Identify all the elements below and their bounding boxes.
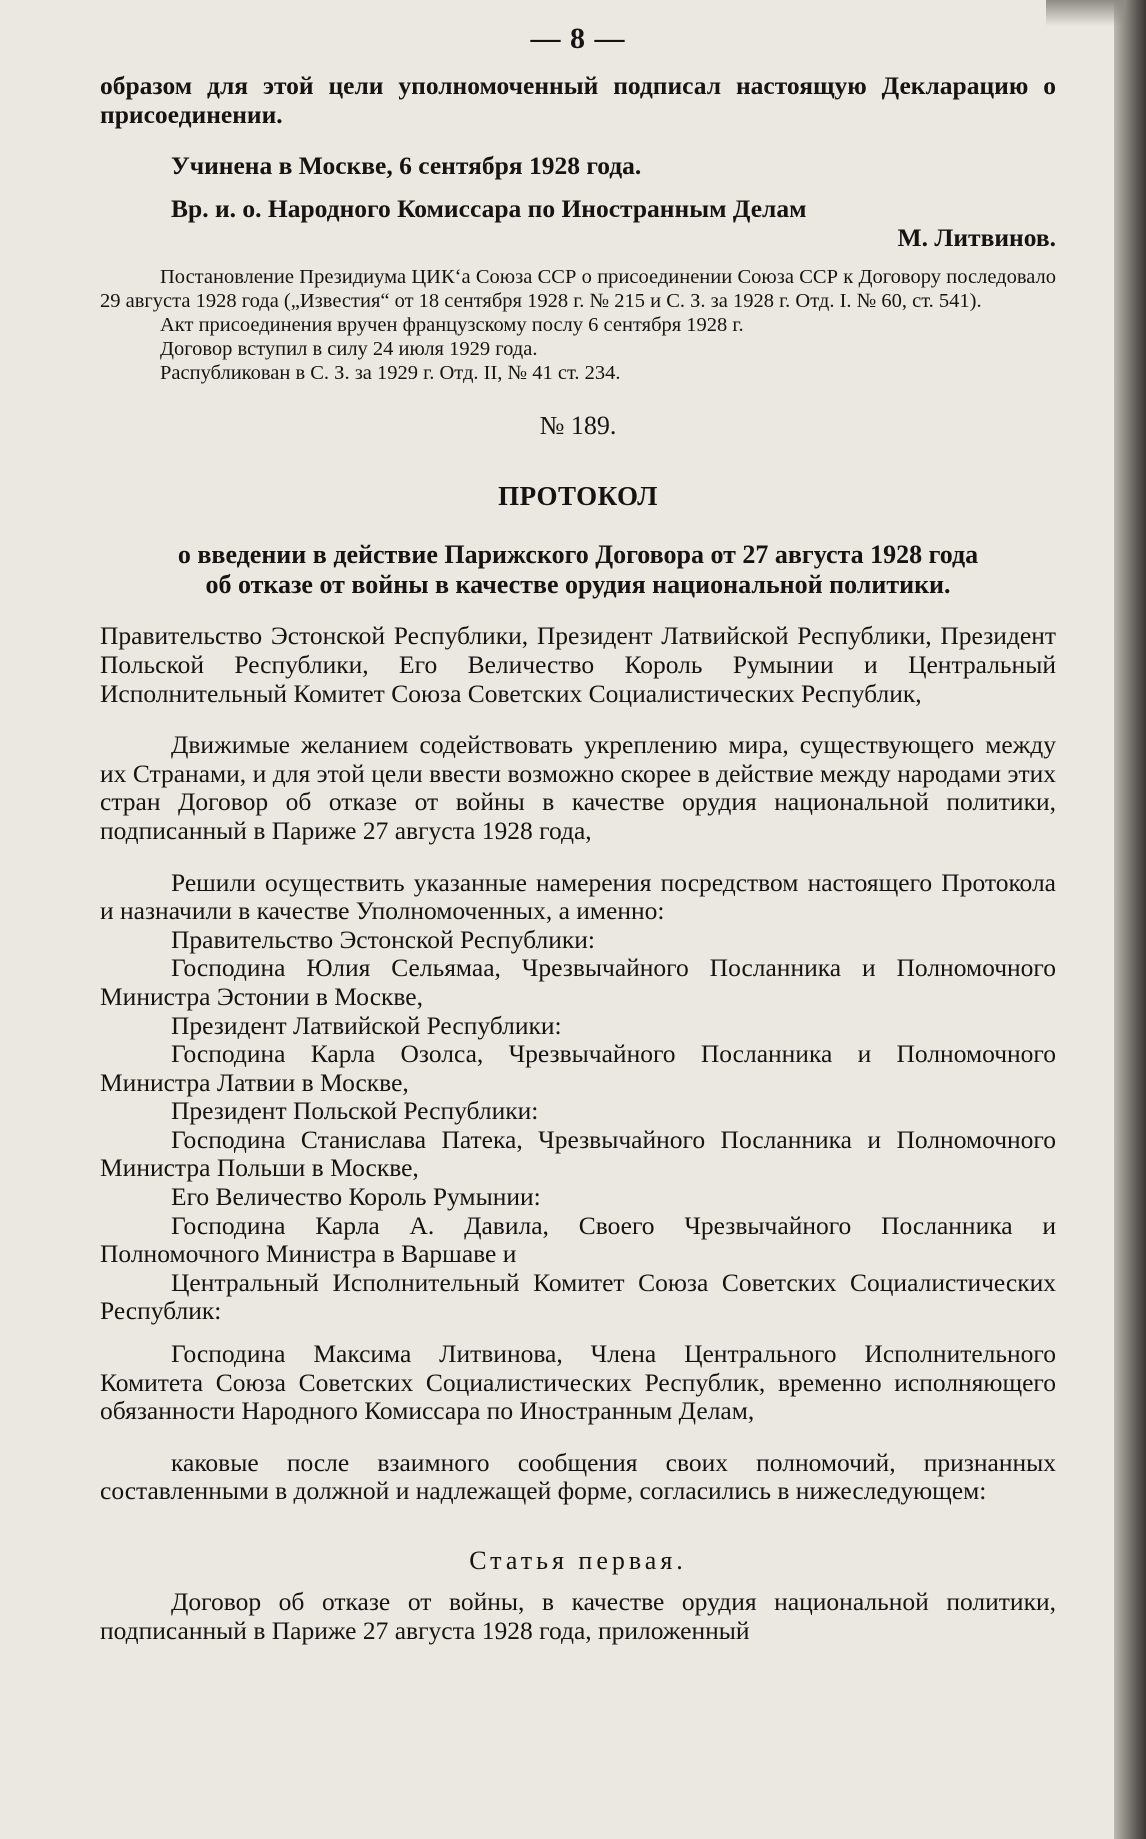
document-subtitle-line1: о введении в действие Парижского Договора от 27 августа 1928 года xyxy=(177,540,979,570)
note-in-force: Договор вступил в силу 24 июля 1929 года. xyxy=(160,338,538,361)
document-title: ПРОТОКОЛ xyxy=(498,481,658,512)
party-ussr: Центральный Исполнительный Комитет Союза Советских Социалистических Республик: xyxy=(100,1267,1056,1326)
place-date: Учинена в Москве, 6 сентября 1928 года. xyxy=(171,151,642,181)
note-published: Распубликован в С. З. за 1929 г. Отд. II, № 41 ст. 234. xyxy=(160,362,621,385)
publication-notes xyxy=(100,265,1056,385)
party-romania: Его Величество Король Румынии: xyxy=(171,1182,541,1212)
intro-paragraph: образом для этой цели уполномоченный подписал настоящую Декларацию о присоединении. xyxy=(100,71,1056,129)
page-content xyxy=(100,22,1056,1645)
note-presidium: Постановление Президиума ЦИК‘а Союза ССР о присоединении Союза ССР к Договору последовало 29 августа 1928 года („Известия“ от 18 сентября 1928 г. № 215 и С. З. за 1928 г. Отд. I. № 60, ст. 541). xyxy=(100,266,1056,313)
party-latvia: Президент Латвийской Республики: xyxy=(171,1010,562,1040)
delegate-estonia: Господина Юлия Сельямаа, Чрезвычайного Посланника и Полномочного Министра Эстонии в Москве, xyxy=(100,953,1056,1011)
page-edge-shadow xyxy=(1114,0,1146,1839)
delegate-poland: Господина Станислава Патека, Чрезвычайного Посланника и Полномочного Министра Польши в Москве, xyxy=(100,1124,1056,1183)
signer-title: Вр. и. о. Народного Комиссара по Иностранным Делам xyxy=(171,193,807,223)
motivation-paragraph: Движимые желанием содействовать укреплению мира, существующего между их Странами, и для этой цели ввести возможно скорее в действие между народами этих стран Договор об отказе от войны в качестве орудия национальной политики, подписанный в Париже 27 августа 1928 года, xyxy=(100,730,1056,845)
document-number: № 189. xyxy=(539,411,617,441)
signer-name: М. Литвинов. xyxy=(897,223,1056,253)
preamble: Правительство Эстонской Республики, Президент Латвийской Республики, Президент Польской Республики, Его Величество Король Румынии и Центральный Исполнительный Комитет Союза Советских Социалистических Республик, xyxy=(100,621,1056,708)
article-text: Договор об отказе от войны, в качестве орудия национальной политики, подписанный в Париже 27 августа 1928 года, приложенный xyxy=(100,1587,1056,1645)
note-act: Акт присоединения вручен французскому послу 6 сентября 1928 г. xyxy=(160,314,744,337)
party-estonia: Правительство Эстонской Республики: xyxy=(171,924,595,954)
delegate-romania: Господина Карла А. Давила, Своего Чрезвычайного Посланника и Полномочного Министра в Варшаве и xyxy=(100,1210,1056,1269)
party-poland: Президент Польской Республики: xyxy=(171,1096,539,1126)
delegate-latvia: Господина Карла Озолса, Чрезвычайного Посланника и Полномочного Министра Латвии в Москве, xyxy=(100,1039,1056,1097)
page-number: — 8 — xyxy=(530,22,626,55)
page-corner-shadow xyxy=(1046,0,1126,26)
document-subtitle-line2: об отказе от войны в качестве орудия национальной политики. xyxy=(205,570,951,600)
plenipotentiaries-list xyxy=(100,926,1056,1426)
delegate-ussr: Господина Максима Литвинова, Члена Центрального Исполнительного Комитета Союза Советских Социалистических Республик, временно исполняющего обязанности Народного Комиссара по Иностранным Делам, xyxy=(100,1339,1056,1426)
decision-paragraph: Решили осуществить указанные намерения посредством настоящего Протокола и назначили в качестве Уполномоченных, а именно: xyxy=(100,867,1056,926)
agreement-paragraph: каковые после взаимного сообщения своих полномочий, признанных составленными в должной и надлежащей форме, согласились в нижеследующем: xyxy=(100,1447,1056,1506)
article-heading: Статья первая. xyxy=(469,1546,687,1575)
